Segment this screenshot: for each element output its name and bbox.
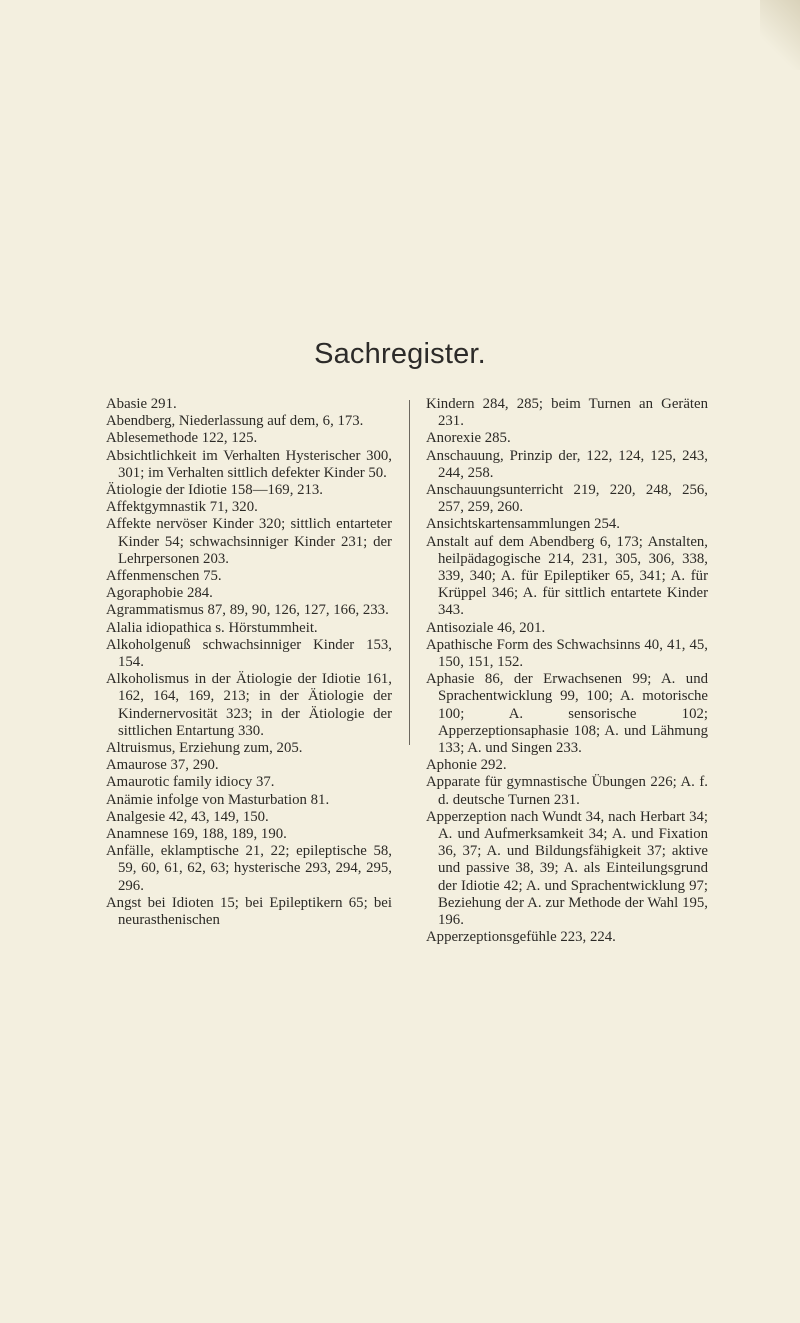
index-entry: Apparate für gymnastische Übungen 226; A. f. d. deutsche Turnen 231. <box>426 774 708 808</box>
page-corner-shadow <box>760 0 800 70</box>
index-entry: Anämie infolge von Masturbation 81. <box>106 791 330 808</box>
index-entry: Affenmenschen 75. <box>106 568 222 585</box>
index-entry: Anorexie 285. <box>426 430 511 447</box>
index-entry: Altruismus, Erziehung zum, 205. <box>106 740 303 757</box>
index-entry: Abendberg, Niederlassung auf dem, 6, 173. <box>106 413 364 430</box>
index-entry: Anschauung, Prinzip der, 122, 124, 125, 243, 244, 258. <box>426 447 708 481</box>
index-entry: Kindern 284, 285; beim Turnen an Geräten 231. <box>426 396 708 430</box>
index-entry: Apperzeptionsgefühle 223, 224. <box>426 929 616 946</box>
index-entry: Anschauungsunterricht 219, 220, 248, 256, 257, 259, 260. <box>426 482 708 516</box>
index-entry: Affekte nervöser Kinder 320; sittlich entarteter Kinder 54; schwachsinniger Kinder 231; der Lehrpersonen 203. <box>106 516 392 567</box>
index-column-left <box>106 396 392 929</box>
index-entry: Amaurotic family idiocy 37. <box>106 774 275 791</box>
index-entry: Alkoholismus in der Ätiologie der Idiotie 161, 162, 164, 169, 213; in der Ätiologie der Kindernervosität 323; in der Ätiologie der sittlichen Entartung 330. <box>106 671 392 739</box>
index-column-right <box>426 396 708 947</box>
index-entry: Apathische Form des Schwachsinns 40, 41, 45, 150, 151, 152. <box>426 636 708 671</box>
index-entry: Anamnese 169, 188, 189, 190. <box>106 826 287 843</box>
index-entry: Apperzeption nach Wundt 34, nach Herbart 34; A. und Aufmerksamkeit 34; A. und Fixation 36, 37; A. und Bildungsfähigkeit 37; aktive und passive 38, 39; A. als Einteilungsgrund der Idiotie 42; A. und Sprachentwicklung 97; Beziehung der A. zur Methode der Wahl 195, 196. <box>426 808 708 929</box>
page-title: Sachregister. <box>314 338 486 370</box>
index-entry: Absichtlichkeit im Verhalten Hysterischer 300, 301; im Verhalten sittlich defekter Kinder 50. <box>106 447 392 481</box>
index-entry: Ätiologie der Idiotie 158—169, 213. <box>106 482 323 499</box>
index-entry: Alkoholgenuß schwachsinniger Kinder 153, 154. <box>106 636 392 671</box>
column-divider <box>409 400 410 745</box>
index-entry: Affektgymnastik 71, 320. <box>106 499 258 516</box>
index-entry: Amaurose 37, 290. <box>106 757 219 774</box>
index-entry: Aphasie 86, der Erwachsenen 99; A. und Sprachentwicklung 99, 100; A. motorische 100; A. sensorische 102; Apperzeptionsaphasie 108; A. und Lähmung 133; A. und Singen 233. <box>426 671 708 757</box>
index-entry: Alalia idiopathica s. Hörstummheit. <box>106 619 318 636</box>
index-entry: Anstalt auf dem Abendberg 6, 173; Anstalten, heilpädagogische 214, 231, 305, 306, 338, 339, 340; A. für Epileptiker 65, 341; A. für Krüppel 346; A. für sittlich entartete Kinder 343. <box>426 533 708 619</box>
index-entry: Ansichtskartensammlungen 254. <box>426 516 620 533</box>
index-entry: Anfälle, eklamptische 21, 22; epileptische 58, 59, 60, 61, 62, 63; hysterische 293, 294, 295, 296. <box>106 843 392 894</box>
index-entry: Abasie 291. <box>106 396 177 412</box>
index-entry: Agoraphobie 284. <box>106 585 213 602</box>
index-entry: Aphonie 292. <box>426 757 507 774</box>
index-entry: Angst bei Idioten 15; bei Epileptikern 65; bei neurasthenischen <box>106 894 392 929</box>
index-entry: Antisoziale 46, 201. <box>426 619 546 636</box>
index-entry: Analgesie 42, 43, 149, 150. <box>106 808 269 825</box>
index-entry: Agrammatismus 87, 89, 90, 126, 127, 166, 233. <box>106 602 389 619</box>
index-entry: Ablesemethode 122, 125. <box>106 430 258 447</box>
